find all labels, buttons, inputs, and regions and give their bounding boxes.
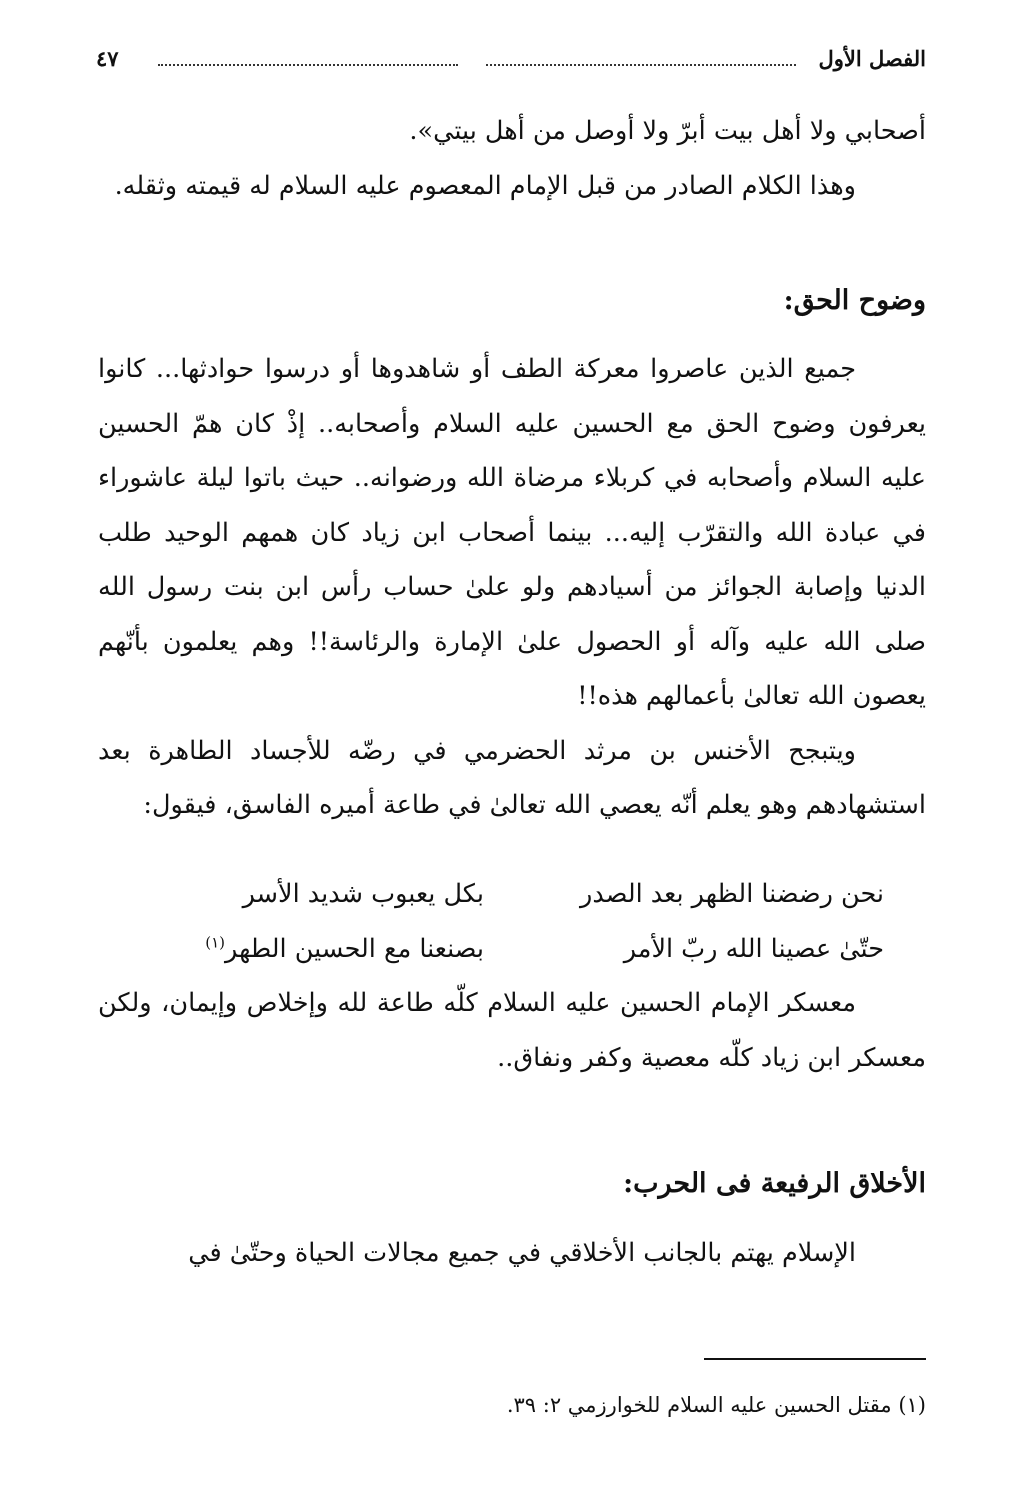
hemistich: نحن رضضنا الظهر بعد الصدر xyxy=(580,879,884,909)
header-dot-leader xyxy=(158,50,458,66)
section-body xyxy=(98,976,926,1085)
intro-text xyxy=(98,104,926,213)
intro-line: وهذا الكلام الصادر من قبل الإمام المعصوم عليه السلام له قيمته وثقله. xyxy=(114,170,856,201)
verse xyxy=(98,922,926,977)
intro-line: أصحابي ولا أهل بيت أبرّ ولا أوصل من أهل بيتي». xyxy=(409,116,926,146)
section-heading: الأخلاق الرفيعة فى الحرب: xyxy=(623,1168,926,1199)
paragraph: ويتبجح الأخنس بن مرثد الحضرمي في رضّه للأجساد الطاهرة بعد استشهادهم وهو يعلم أنّه يعصي الله تعالىٰ في طاعة أميره الفاسق، فيقول: xyxy=(98,735,926,820)
section-body xyxy=(98,1226,926,1281)
section-heading: وضوح الحق: xyxy=(783,285,926,316)
paragraph: جميع الذين عاصروا معركة الطف أو شاهدوها أو درسوا حوادثها... كانوا يعرفون وضوح الحق مع الحسين عليه السلام وأصحابه.. إذْ كان همّ الحسين عليه السلام وأصحابه في كربلاء مرضاة الله ورضوانه.. حيث باتوا ليلة عاشوراء في عبادة الله والتقرّب إليه... بينما أصحاب ابن زياد كان همهم الوحيد طلب الدنيا وإصابة الجوائز من أسيادهم ولو علىٰ حساب رأس ابن بنت رسول الله صلى الله عليه وآله أو الحصول علىٰ الإمارة والرئاسة!! وهم يعلمون بأنّهم يعصون الله تعالىٰ بأعمالهم هذه!! xyxy=(98,354,926,711)
paragraph: الإسلام يهتم بالجانب الأخلاقي في جميع مجالات الحياة وحتّىٰ في xyxy=(188,1238,856,1268)
running-header xyxy=(96,46,926,80)
verse xyxy=(98,867,926,922)
hemistich-text: بصنعنا مع الحسين الطهر xyxy=(225,933,484,964)
footnote-reference: (١) xyxy=(205,933,226,951)
page-number: ٤٧ xyxy=(96,46,119,71)
hemistich xyxy=(98,922,484,977)
poem xyxy=(98,867,926,976)
paragraph: معسكر الإمام الحسين عليه السلام كلّه طاعة لله وإخلاص وإيمان، ولكن معسكر ابن زياد كلّه معصية وكفر ونفاق.. xyxy=(98,988,926,1073)
header-dot-leader xyxy=(486,50,796,66)
chapter-title: الفصل الأول xyxy=(818,46,926,71)
hemistich: حتّىٰ عصينا الله ربّ الأمر xyxy=(623,933,884,964)
hemistich: بكل يعبوب شديد الأسر xyxy=(242,879,484,909)
footnote-separator xyxy=(704,1358,926,1360)
footnote: (١) مقتل الحسين عليه السلام للخوارزمي ٢: ٣٩. xyxy=(506,1393,926,1417)
section-body xyxy=(98,342,926,833)
